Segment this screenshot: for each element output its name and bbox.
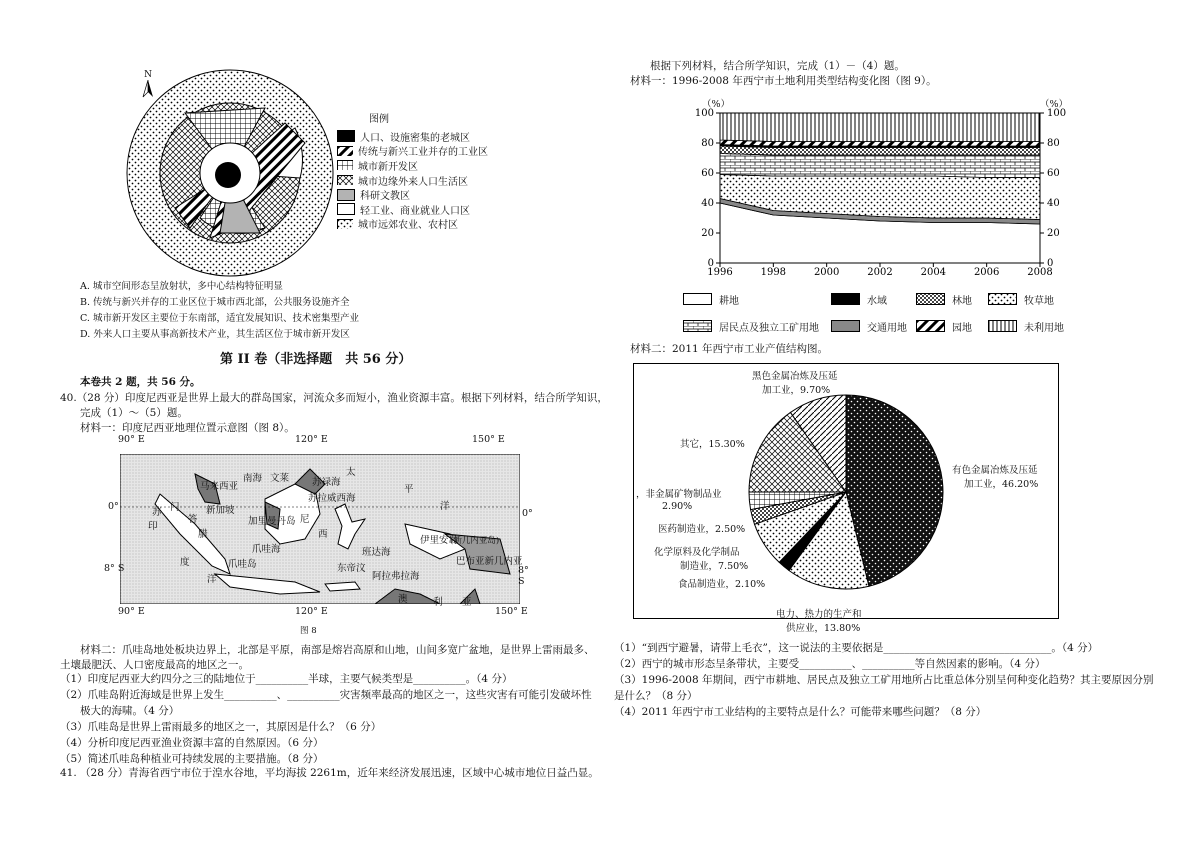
legend-forest: 林地 <box>916 292 972 307</box>
q41-q4: （4）2011 年西宁市工业结构的主要特点是什么？可能带来哪些问题？（8 分） <box>614 706 987 718</box>
area-xtick-label: 2000 <box>813 267 840 278</box>
section-title: 第 II 卷（非选择题 共 56 分） <box>220 352 412 367</box>
place-sumatra-1: 苏 <box>152 507 162 518</box>
north-arrow <box>142 70 154 100</box>
place-malaysia: 马来西亚 <box>200 481 239 492</box>
area-ytick-label-left: 0 <box>707 258 714 269</box>
legend-grassland: 牧草地 <box>988 292 1054 307</box>
right-material2: 材料二：2011 年西宁市工业产值结构图。 <box>630 343 829 355</box>
option-c: C. 城市新开发区主要位于东南部，适宜发展知识、技术密集型产业 <box>80 313 359 324</box>
legend-rural: 城市远郊农业、农村区 <box>337 217 537 232</box>
q40-q5: （5）简述爪哇岛种植业可持续发展的主要措施。（8 分） <box>60 753 324 765</box>
place-banda-sea: 班达海 <box>362 547 391 558</box>
place-new-guinea: (新几内亚岛) <box>450 536 500 546</box>
north-label: N <box>144 70 152 80</box>
legend-transport: 交通用地 <box>831 319 907 334</box>
area-ytick-label-right: 60 <box>1047 168 1060 179</box>
map-left-label-8s: 8° S <box>104 563 125 574</box>
place-indian-ocean-1: 印 <box>148 521 158 532</box>
indonesia-map <box>100 434 533 638</box>
map-caption: 图 8 <box>300 626 317 636</box>
area-ytick-label-left: 20 <box>701 228 714 239</box>
area-unit-right: （%） <box>1040 99 1069 110</box>
q41-q3-cont: 是什么？（8 分） <box>614 690 698 702</box>
place-australia-2: 利 <box>433 597 443 608</box>
pie-label-ferrous-2: 加工业，9.70% <box>762 385 831 396</box>
area-xtick-label: 1996 <box>707 267 733 278</box>
place-pacific-3: 洋 <box>440 501 450 512</box>
area-xtick-label: 2006 <box>973 267 1000 278</box>
place-indian-ocean-2: 度 <box>180 557 190 568</box>
q41-q1: （1）“到西宁避暑，请带上毛衣”，这一说法的主要依据是________________________________。（4 分） <box>614 642 1099 654</box>
area-ytick-label-right: 20 <box>1047 228 1060 239</box>
place-australia-3: 亚 <box>462 597 472 608</box>
legend-orchard: 园地 <box>916 319 972 334</box>
q41-questions <box>614 640 1154 720</box>
area-xtick-label: 2004 <box>920 267 947 278</box>
q41-q3: （3）1996-2008 年期间，西宁市耕地、居民点及独立工矿用地所占比重总体分别呈何种变化趋势？其主要原因分别 <box>614 674 1154 686</box>
section-note: 本卷共 2 题，共 56 分。 <box>80 376 201 388</box>
place-australia-1: 澳 <box>398 594 408 605</box>
place-sumatra-4: 腊 <box>198 529 208 540</box>
city-legend-title: 图例 <box>369 114 389 125</box>
place-pacific-1: 太 <box>346 467 356 478</box>
q41: 41. （28 分）青海省西宁市位于湟水谷地，平均海拔 2261m，近年来经济发展迅速，区域中心城市地位日益凸显。 <box>60 767 599 779</box>
option-d: D. 外来人口主要从事高新技术产业，其生活区位于城市新开发区 <box>80 329 350 340</box>
map-top-label-120: 120° E <box>295 434 328 445</box>
q40-q1: （1）印度尼西亚大约四分之三的陆地位于__________半球，主要气候类型是__________。（4 分） <box>60 673 513 685</box>
industry-pie-box <box>633 363 1059 619</box>
choice-options <box>80 279 359 343</box>
place-indonesia-1: 尼 <box>300 514 310 525</box>
pie-label-food: 食品制造业，2.10% <box>678 579 766 590</box>
legend-farmland: 耕地 <box>683 292 739 307</box>
map-right-label-8s: 8° S <box>518 565 529 587</box>
q40-material2-line1: 材料二：爪哇岛地处板块边界上，北部是平原，南部是熔岩高原和山地，山间多宽广盆地，是世界上雷雨最多、 <box>80 644 595 656</box>
area-ytick-label-left: 80 <box>701 138 714 149</box>
place-png: 巴布亚新几内亚 <box>456 556 523 567</box>
area-ytick-label-right: 0 <box>1047 258 1054 269</box>
pie-label-ferrous-1: 黑色金属冶炼及压延 <box>752 371 838 382</box>
pie-label-nonferrous-1: 有色金属冶炼及压延 <box>952 465 1038 476</box>
pie-label-nonmetal-2: 2.90% <box>662 501 693 512</box>
area-xtick-label: 1998 <box>760 267 787 278</box>
place-sumatra-2: 门 <box>170 502 180 513</box>
place-sulu-sea: 苏禄海 <box>312 477 341 488</box>
area-xtick-label: 2008 <box>1027 267 1053 278</box>
legend-residential: 居民点及独立工矿用地 <box>683 319 819 334</box>
city-structure-diagram <box>125 68 340 278</box>
place-kalimantan: 加里曼丹岛 <box>248 516 296 527</box>
map-top-label-150: 150° E <box>472 434 505 445</box>
place-brunei: 文莱 <box>270 473 290 484</box>
place-irian: 伊里安岛 <box>420 535 459 546</box>
pie-label-chemical-1: 化学原料及化学制品 <box>654 547 740 558</box>
area-xtick-label: 2002 <box>867 267 893 278</box>
pie-label-power-2: 供应业，13.80% <box>786 623 861 634</box>
map-right-label-0: 0° <box>522 508 533 519</box>
q40-q3: （3）爪哇岛是世界上雷雨最多的地区之一，其原因是什么？（6 分） <box>60 721 382 733</box>
q40-material2-line2: 土壤最肥沃、人口密度最高的地区之一。 <box>60 659 249 671</box>
place-java: 爪哇岛 <box>228 559 257 570</box>
legend-research: 科研文教区 <box>337 187 537 202</box>
right-material1: 材料一：1996-2008 年西宁市土地利用类型结构变化图（图 9）。 <box>630 75 937 87</box>
place-sumatra-3: 答 <box>188 514 198 525</box>
pie-label-other: 其它，15.30% <box>680 439 745 450</box>
land-legend <box>683 292 1083 332</box>
map-top-label-90: 90° E <box>118 434 145 445</box>
q40-questions <box>60 671 592 767</box>
pie-label-chemical-2: 制造业，7.50% <box>680 561 749 572</box>
map-left-label-0: 0° <box>108 501 119 512</box>
place-indonesia-2: 西 <box>318 529 328 540</box>
map-bottom-label-120: 120° E <box>295 606 328 617</box>
option-b: B. 传统与新兴并存的工业区位于城市西北部，公共服务设施齐全 <box>80 297 350 308</box>
place-nanhai: 南海 <box>243 473 263 484</box>
legend-old-town: 人口、设施密集的老城区 <box>337 129 537 144</box>
area-ytick-label-left: 100 <box>694 108 714 119</box>
legend-water: 水域 <box>831 292 887 307</box>
area-ytick-label-left: 60 <box>701 168 714 179</box>
legend-unused: 未利用地 <box>988 319 1064 334</box>
land-use-area-chart <box>690 105 1080 285</box>
area-未利用地 <box>720 113 1040 142</box>
place-java-sea: 爪哇海 <box>252 544 281 555</box>
q40-q2-cont: 极大的海啸。（4 分） <box>80 705 180 717</box>
place-pacific-2: 平 <box>404 484 414 495</box>
pie-label-nonferrous-2: 加工业，46.20% <box>964 479 1039 490</box>
area-unit-left: （%） <box>702 99 731 110</box>
pie-label-pharma: 医药制造业，2.50% <box>658 524 746 535</box>
legend-light-industry: 轻工业、商业就业人口区 <box>337 202 537 217</box>
area-ytick-label-right: 100 <box>1047 108 1067 119</box>
place-indian-ocean-3: 洋 <box>207 574 217 585</box>
q40-material1: 材料一：印度尼西亚地理位置示意图（图 8）。 <box>80 422 295 434</box>
q40-line1: 40.（28 分）印度尼西亚是世界上最大的群岛国家，河流众多而短小，渔业资源丰富。根据下列材料，结合所学知识， <box>60 392 608 404</box>
place-timor-leste: 东帝汶 <box>337 563 366 574</box>
place-celebes-sea: 苏拉威西海 <box>308 493 356 504</box>
map-bottom-label-150: 150° E <box>495 606 528 617</box>
pie-label-power-1: 电力、热力的生产和 <box>776 609 862 620</box>
pie-label-nonmetal-1: ，非金属矿物制品业 <box>636 489 722 500</box>
q40-q4: （4）分析印度尼西亚渔业资源丰富的自然原因。（6 分） <box>60 737 324 749</box>
place-singapore: 新加坡 <box>206 505 235 516</box>
q41-q2: （2）西宁的城市形态呈条带状，主要受__________、__________等自然因素的影响。（4 分） <box>614 658 1046 670</box>
option-a: A. 城市空间形态呈放射状，多中心结构特征明显 <box>80 281 283 292</box>
right-intro: 根据下列材料，结合所学知识，完成（1）－（4）题。 <box>650 60 905 72</box>
area-ytick-label-left: 40 <box>701 198 714 209</box>
q40-q2: （2）爪哇岛附近海域是世界上发生__________、__________灾害频率最高的地区之一，这些灾害有可能引发破坏性 <box>60 689 592 701</box>
area-ytick-label-right: 40 <box>1047 198 1060 209</box>
legend-migrant: 城市边缘外来人口生活区 <box>337 173 537 188</box>
legend-industrial: 传统与新兴工业并存的工业区 <box>337 144 537 159</box>
place-arafura-sea: 阿拉弗拉海 <box>372 571 420 582</box>
area-ytick-label-right: 80 <box>1047 138 1060 149</box>
q40-line2: 完成（1）～（5）题。 <box>80 407 188 419</box>
legend-new-dev: 城市新开发区 <box>337 158 537 173</box>
map-bottom-label-90: 90° E <box>118 606 145 617</box>
city-legend <box>337 110 537 231</box>
area-居民点及独立工矿用地 <box>720 154 1040 178</box>
